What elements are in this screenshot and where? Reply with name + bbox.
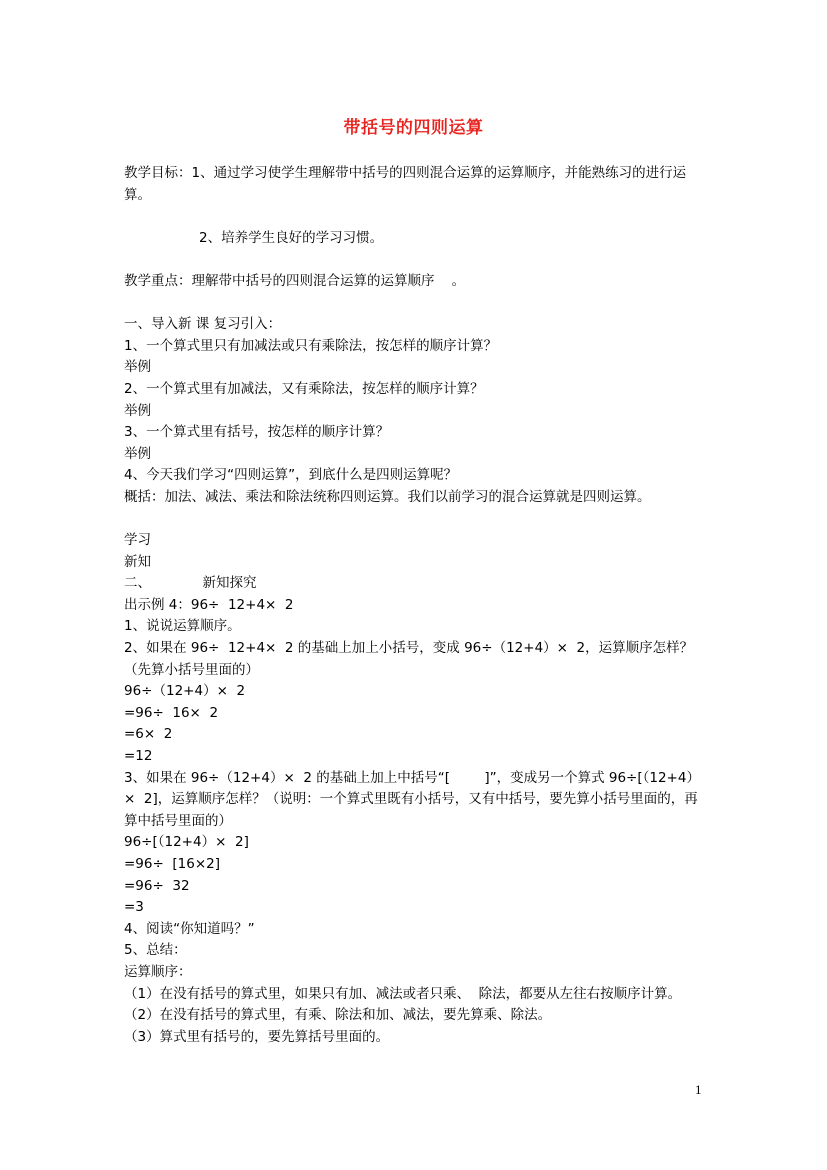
step-5: 5、总结： (124, 942, 187, 959)
teaching-goal-2: 2、培养学生良好的学习习惯。 (199, 229, 384, 246)
teaching-goal-1: 教学目标：1、通过学习使学生理解带中括号的四则混合运算的运算顺序，并能熟练习的进行运算。 (124, 165, 687, 203)
review-question-3: 3、一个算式里有括号，按怎样的顺序计算？ (124, 424, 390, 441)
rule-2: （2）在没有括号的算式里，有乘、除法和加、减法，要先算乘、除法。 (124, 1007, 552, 1024)
page-title: 带括号的四则运算 (343, 118, 484, 138)
side-label-study: 学习 (124, 532, 151, 549)
step-3: 3、如果在 96÷（12+4）× 2 的基础上加上中括号“[ ]”，变成另一个算式 96÷[（12+4）× 2]，运算顺序怎样？（说明：一个算式里既有小括号，又有中括号，要先算小括号里面的，再算中括号里面的） (124, 769, 700, 829)
section-explore-heading: 二、 新知探究 (124, 575, 257, 592)
calc-2-line: =3 (124, 899, 144, 916)
calc-2-line: =96÷ [16×2] (124, 856, 220, 872)
calc-1-line: =6× 2 (124, 726, 173, 743)
calc-2-line: 96÷[（12+4）× 2] (124, 834, 249, 851)
step-4: 4、阅读“你知道吗？” (124, 920, 255, 937)
order-title: 运算顺序： (124, 963, 192, 980)
review-question-1: 1、一个算式里只有加减法或只有乘除法，按怎样的顺序计算？ (124, 337, 498, 354)
example-4-expression: 出示例 4：96÷ 12+4× 2 (124, 596, 294, 613)
document-body (124, 163, 706, 1048)
rule-3: （3）算式里有括号的，要先算括号里面的。 (124, 1028, 390, 1045)
definition-summary: 概括：加法、减法、乘法和除法统称四则运算。我们以前学习的混合运算就是四则运算。 (124, 488, 651, 505)
example-label-2: 举例 (124, 402, 151, 419)
calc-1-line: =12 (124, 748, 153, 765)
calc-1-line: =96÷ 16× 2 (124, 704, 219, 721)
calc-1-line: 96÷（12+4）× 2 (124, 683, 246, 700)
step-2: 2、如果在 96÷ 12+4× 2 的基础上加上小括号，变成 96÷（12+4）× 2，运算顺序怎样？（先算小括号里面的） (124, 640, 694, 678)
calc-2-line: =96÷ 32 (124, 877, 190, 894)
example-label-3: 举例 (124, 445, 151, 462)
step-1: 1、说说运算顺序。 (124, 618, 241, 635)
review-question-4: 4、今天我们学习“四则运算”，到底什么是四则运算呢？ (124, 467, 458, 484)
teaching-key-point: 教学重点：理解带中括号的四则混合运算的运算顺序 。 (124, 272, 466, 289)
example-label-1: 举例 (124, 359, 151, 376)
page-number: 1 (695, 1082, 702, 1097)
section-intro-heading: 一、导入新 课 复习引入： (124, 316, 282, 333)
side-label-new-knowledge: 新知 (124, 553, 151, 570)
rule-1: （1）在没有括号的算式里，如果只有加、减法或者只乘、 除法，都要从左往右按顺序计算。 (124, 985, 682, 1002)
review-question-2: 2、一个算式里有加减法，又有乘除法，按怎样的顺序计算？ (124, 380, 484, 397)
